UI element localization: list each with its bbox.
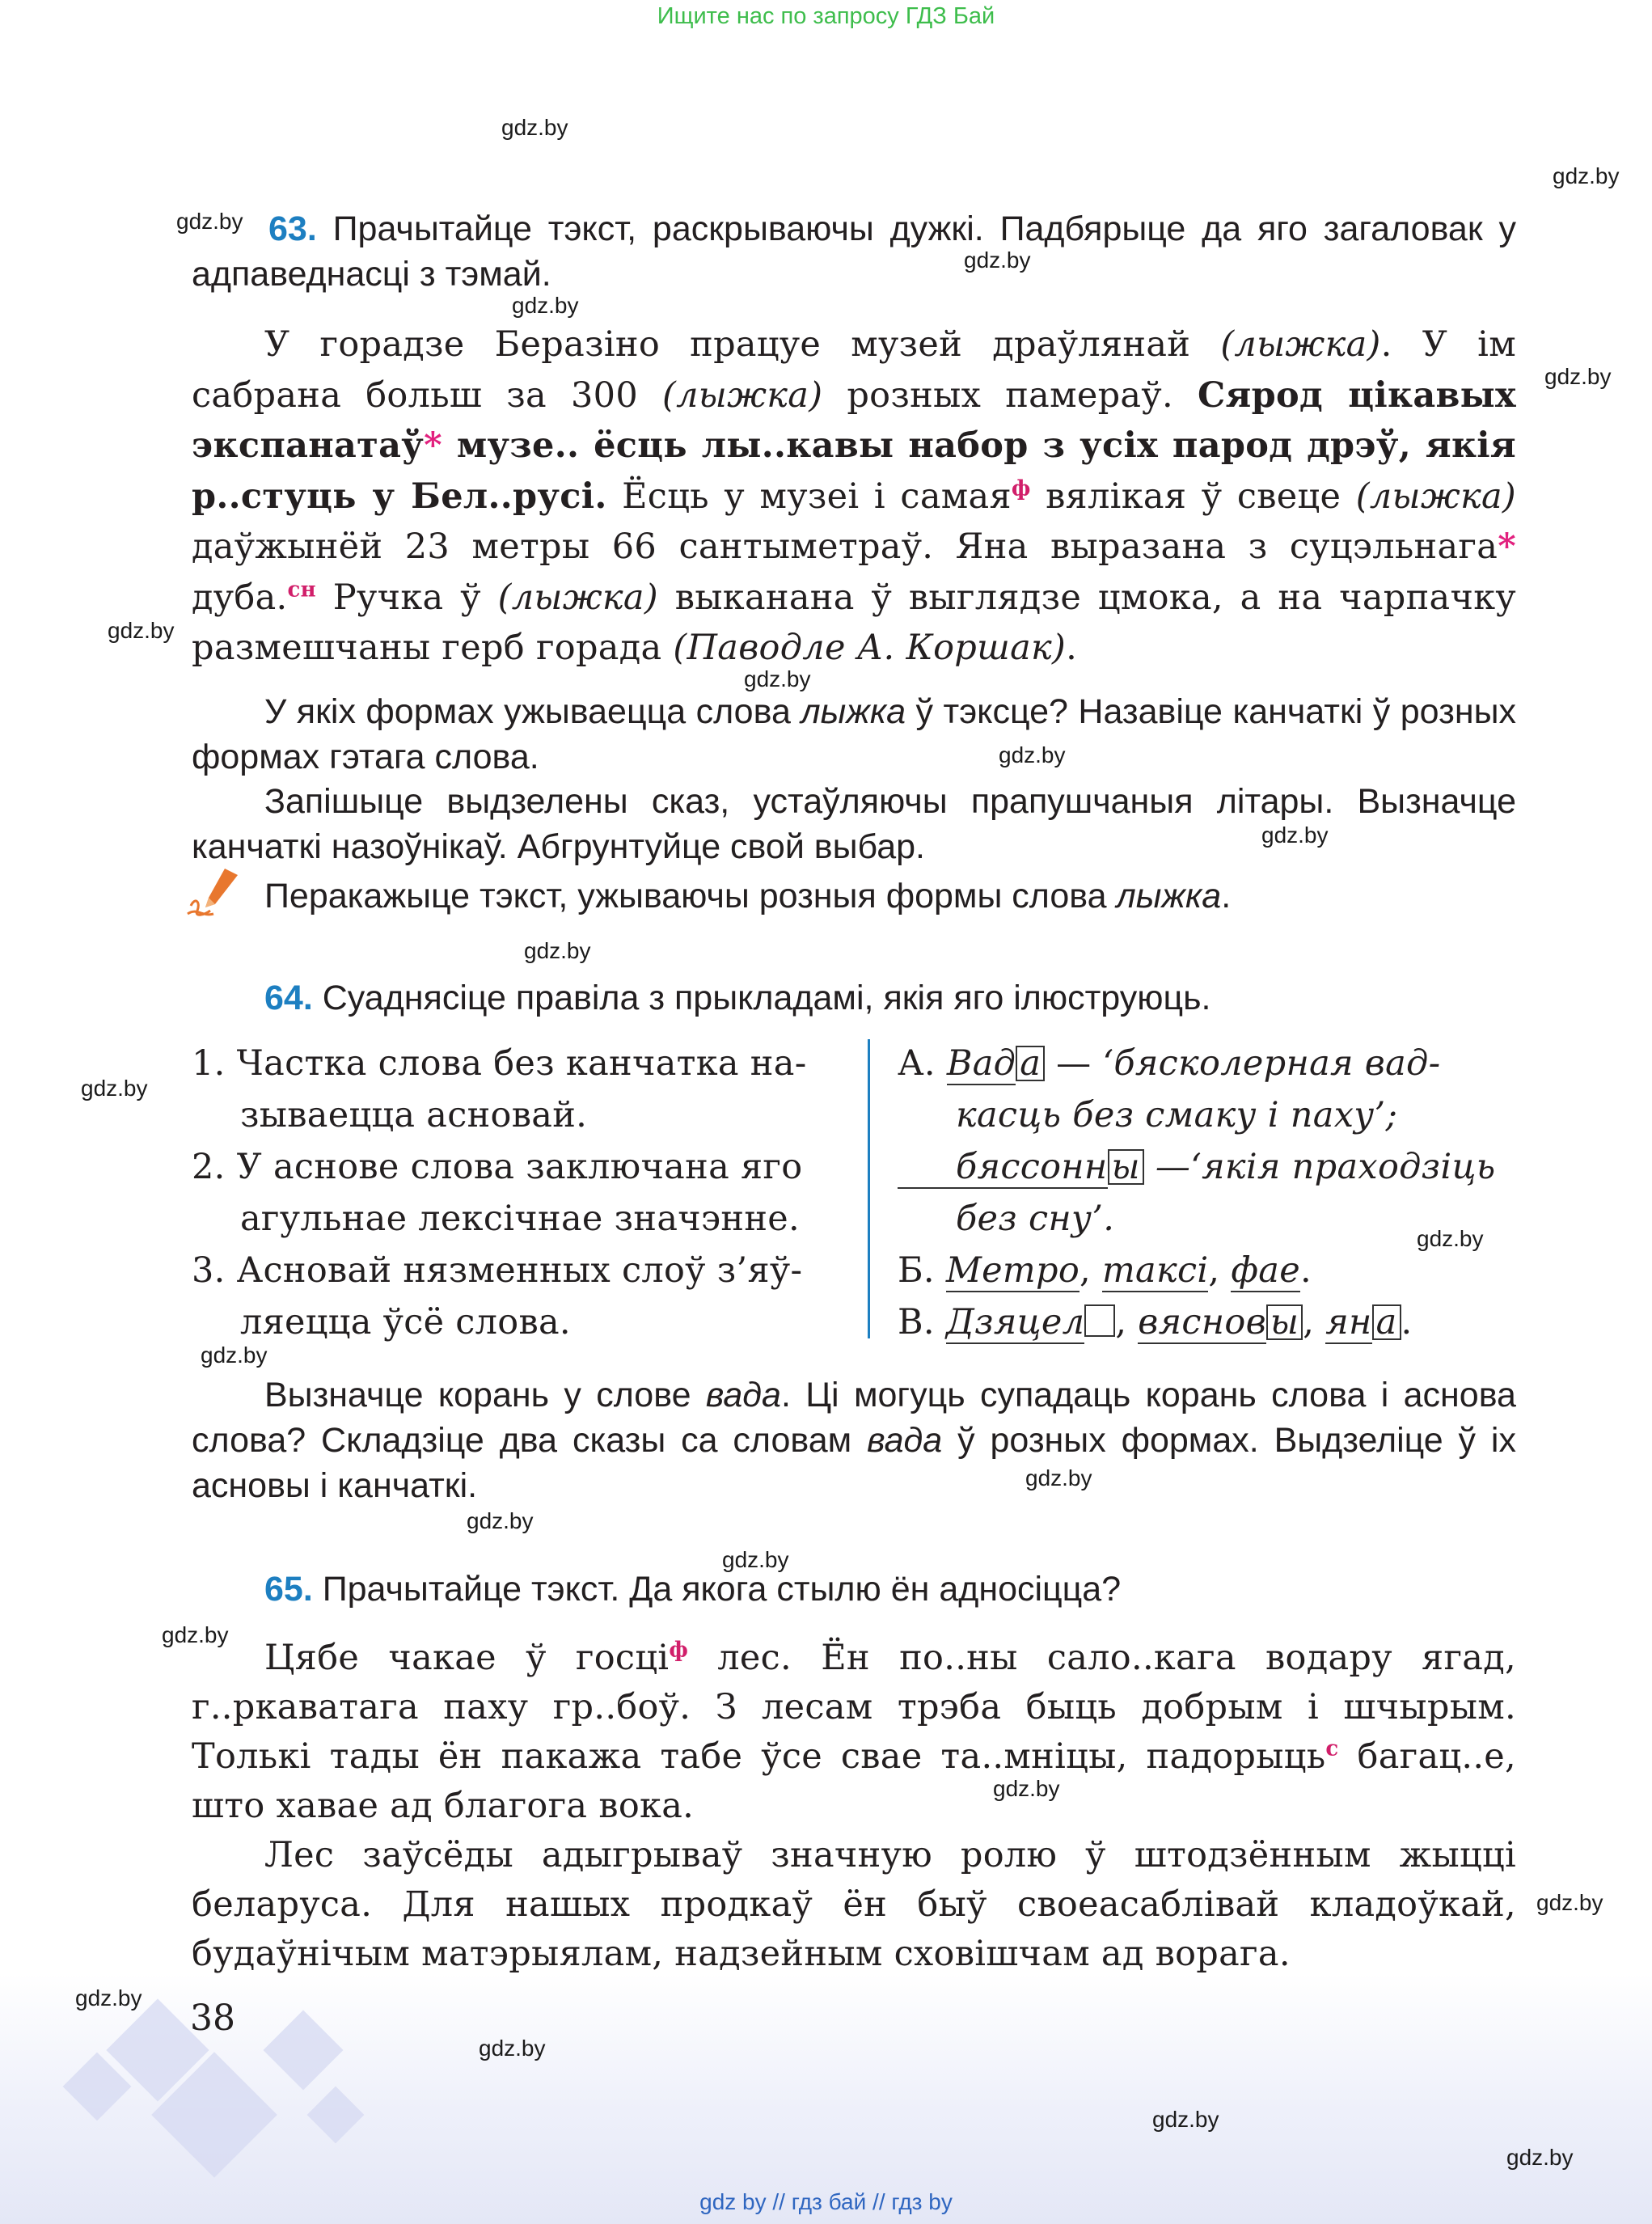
rule-item (192, 1141, 851, 1245)
rule-number: 1. (192, 1043, 226, 1084)
example-a (898, 1038, 1528, 1245)
punctuation: , (1115, 1302, 1139, 1342)
example-label: А. (898, 1043, 936, 1084)
word-ending: ы (1108, 1149, 1144, 1185)
punctuation: , (1208, 1250, 1232, 1291)
watermark: gdz.by (512, 293, 579, 318)
superscript-mark: ф (1011, 476, 1031, 501)
exercise-63-question-3 (264, 873, 1516, 919)
watermark: gdz.by (524, 938, 591, 963)
watermark: gdz.by (1544, 364, 1612, 389)
task-text: Прачытайце тэкст, раскрываючы дужкі. Падбярыце да яго загаловак у адпаведнасці з тэмай. (192, 209, 1516, 294)
question-text: Вызначце корань у слове (264, 1376, 706, 1414)
task-text: Прачытайце тэкст. Да якога стылю ён адносіцца? (322, 1570, 1122, 1609)
word-stem: вяснов (1138, 1302, 1266, 1342)
word-stem: таксі (1101, 1250, 1209, 1291)
exercise-63-task (192, 206, 1516, 297)
highlighted-sentence: Сярод цікавых экспанатаў (192, 374, 1516, 466)
question-text: Перакажыце тэкст, ужываючы розныя формы слова (264, 877, 1117, 915)
watermark: gdz.by (162, 1622, 229, 1647)
column-divider (868, 1039, 870, 1338)
exercise-number: 64. (264, 979, 313, 1017)
rules-list (192, 1038, 851, 1348)
watermark: gdz.by (176, 209, 243, 234)
exercise-63-question-2 (192, 779, 1516, 869)
watermark: gdz.by (1536, 1890, 1603, 1915)
highlighted-sentence: музе.. ёсць лы..кавы набор з усіх парод дрэў, якія р..стуць у Бел..русі. (192, 425, 1516, 517)
watermark: gdz.by (467, 1508, 534, 1533)
gloss: касць без смаку і паху’; (956, 1095, 1398, 1135)
word-ending: а (1372, 1304, 1401, 1340)
example-b (898, 1245, 1528, 1296)
text-fragment: розных памераў. (822, 374, 1198, 416)
watermark: gdz.by (75, 1985, 142, 2010)
question-word: вада (867, 1421, 943, 1460)
rule-item (192, 1245, 851, 1348)
watermark: gdz.by (722, 1547, 789, 1572)
dash: — (1045, 1043, 1103, 1084)
watermark: gdz.by (501, 115, 568, 140)
rule-number: 2. (192, 1147, 226, 1187)
question-text: Запішыце выдзелены сказ, устаўляючы прапушчаныя літары. Вызначце канчаткі назоўнікаў. Абгрунтуйце свой выбар. (192, 782, 1516, 866)
rule-text: агульнае лексічнае значэнне. (240, 1199, 801, 1239)
text-fragment: даўжынёй 23 метры 66 сантыметраў. Яна выразана з суцэльнага (192, 526, 1498, 567)
exercise-64-question (192, 1372, 1516, 1508)
watermark: gdz.by (81, 1076, 148, 1101)
word-in-brackets: (лыжка) (662, 374, 823, 416)
exercise-65-paragraph-2 (192, 1831, 1516, 1979)
question-word: лыжка (801, 692, 906, 731)
example-label: В. (898, 1302, 935, 1342)
question-text: . (1221, 877, 1232, 915)
watermark: gdz.by (1261, 822, 1329, 848)
rule-text: Асновай нязменных слоў з’яў- (236, 1250, 803, 1291)
superscript-mark: ф (669, 1638, 689, 1663)
exercise-number: 63. (268, 209, 317, 248)
word-stem: ян (1325, 1302, 1372, 1342)
text-fragment: Ручка ў (315, 577, 498, 618)
watermark: gdz.by (1025, 1465, 1092, 1490)
text-fragment: Цябе чакае ў госці (264, 1638, 670, 1678)
watermark: gdz.by (1152, 2107, 1219, 2132)
watermark: gdz.by (1417, 1226, 1484, 1251)
word-ending: ы (1266, 1304, 1303, 1340)
rule-text: зываецца асновай. (240, 1095, 588, 1135)
examples-list (898, 1038, 1528, 1348)
watermark: gdz.by (964, 247, 1031, 273)
text-fragment: Ёсць у музеі і самая (606, 476, 1012, 517)
text-fragment: вялікая ў свеце (1030, 476, 1356, 517)
watermark: gdz.by (1506, 2145, 1574, 2170)
watermark: gdz.by (1553, 163, 1620, 188)
zero-ending-box (1084, 1304, 1115, 1337)
word-in-brackets: (лыжка) (497, 577, 658, 618)
watermark: gdz.by (993, 1776, 1060, 1801)
text-fragment: выканана ў выглядзе цмока, а на чарпачку размешчаны герб горада (192, 577, 1517, 668)
word-in-brackets: (лыжка) (1355, 476, 1516, 517)
superscript-mark: сн (287, 577, 316, 603)
word-stem: фае (1231, 1250, 1300, 1291)
exercise-64-task (264, 975, 1516, 1021)
question-text: ў тэксце? Назавіце канчаткі ў розных формах гэтага слова. (192, 692, 1516, 776)
watermark: gdz.by (108, 618, 175, 643)
watermark: gdz.by (744, 666, 811, 691)
top-banner[interactable]: Ищите нас по запросу ГДЗ Бай (657, 3, 995, 29)
exercise-63-text (192, 319, 1516, 674)
bottom-banner[interactable]: gdz by // гдз бай // гдз by (699, 2189, 953, 2214)
text-source: (Паводле А. Коршак) (673, 628, 1067, 668)
word-stem: бяссонн (898, 1147, 1108, 1189)
page-number: 38 (190, 1998, 235, 2039)
text-fragment: дуба. (192, 577, 288, 618)
text-fragment: Лес заўсёды адыгрываў значную ролю ў штодзённым жыцці беларуса. Для нашых продкаў ён быў своеасаблівай кладоўкай, будаўнічым матэрыялам, надзейным сховішчам ад ворага. (192, 1835, 1516, 1974)
task-text: Суаднясіце правіла з прыкладамі, якія яго ілюструюць. (322, 979, 1211, 1017)
superscript-mark: с (1325, 1736, 1339, 1761)
text-fragment: . (1066, 628, 1078, 668)
example-label: Б. (898, 1250, 935, 1291)
question-text: У якіх формах ужываецца слова (264, 692, 801, 731)
rule-number: 3. (192, 1250, 226, 1291)
exercise-65-task (264, 1567, 1516, 1612)
rule-text: ляецца ўсё слова. (240, 1302, 571, 1342)
punctuation: . (1299, 1250, 1312, 1291)
rule-text: Частка слова без канчатка на- (236, 1043, 807, 1084)
watermark: gdz.by (999, 742, 1066, 767)
word-stem: Метро (945, 1250, 1080, 1291)
gloss: ‘бясколерная вад- (1102, 1043, 1441, 1084)
text-fragment: . У ім сабрана больш за 300 (192, 324, 1516, 416)
question-text: ў розных формах. Выдзеліце ў іх асновы і канчаткі. (192, 1421, 1516, 1505)
question-word: лыжка (1116, 877, 1222, 915)
asterisk-mark: * (424, 425, 442, 466)
punctuation: , (1080, 1250, 1102, 1291)
rule-item (192, 1038, 851, 1141)
asterisk-mark: * (1498, 526, 1516, 567)
question-text: . Ці могуць супадаць корань слова і аснова слова? Складзіце два сказы са словам (192, 1376, 1516, 1460)
gloss: без сну’. (956, 1199, 1115, 1239)
watermark: gdz.by (201, 1342, 268, 1368)
text-fragment: лес. Ён по..ны сало..кага водару ягад, г..ркаватага паху гр..боў. З лесам трэба быць добрым і шчырым. Толькі тады ён пакажа табе ўсе свае та..мніцы, падорыць (192, 1638, 1516, 1777)
rule-text: У аснове слова заключана яго (236, 1147, 803, 1187)
pen-icon (186, 864, 251, 920)
example-v (898, 1296, 1528, 1348)
question-word: вада (705, 1376, 781, 1414)
punctuation: , (1303, 1302, 1326, 1342)
exercise-63-question-1 (192, 689, 1516, 780)
word-in-brackets: (лыжка) (1220, 324, 1381, 365)
text-fragment: багац..е, што хавае ад благога вока. (192, 1736, 1517, 1826)
word-stem: Дзяцел (945, 1302, 1085, 1342)
exercise-number: 65. (264, 1570, 313, 1609)
punctuation: . (1401, 1302, 1413, 1342)
exercise-65-paragraph-1 (192, 1634, 1516, 1831)
text-fragment: У горадзе Беразіно працуе музей драўлянай (264, 324, 1221, 365)
gloss: —‘якія праходзіць (1143, 1147, 1496, 1187)
word-ending: а (1016, 1046, 1045, 1081)
watermark: gdz.by (479, 2036, 546, 2061)
word-stem: Вад (946, 1043, 1016, 1084)
